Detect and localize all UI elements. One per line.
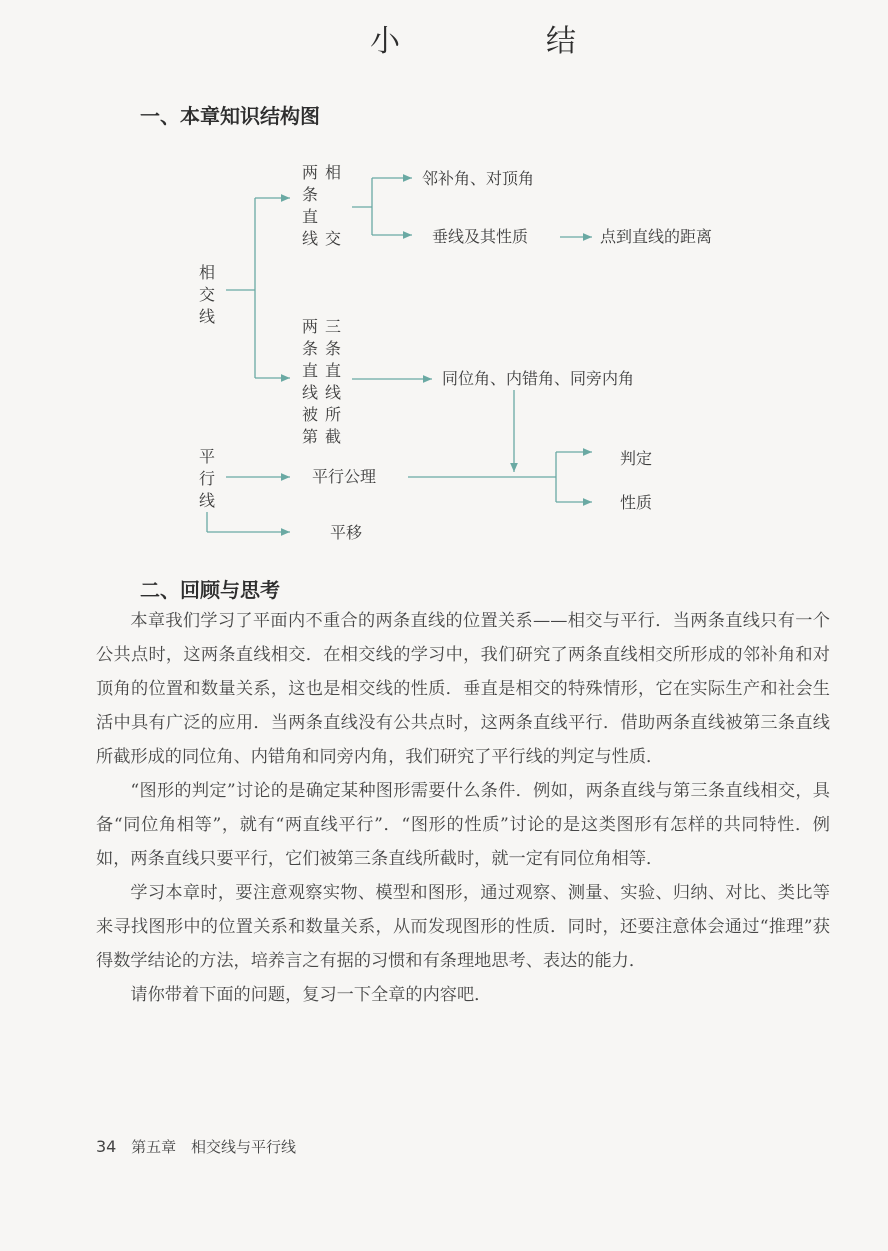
node-parallel-axiom: 平行公理 xyxy=(312,467,377,486)
node-three-lines-col2: 三 条 直 线 所 截 xyxy=(324,317,341,446)
node-two-lines-col1: 两 条 直 线 xyxy=(301,163,318,248)
node-perpendicular: 垂线及其性质 xyxy=(432,227,529,246)
page-number: 34 xyxy=(96,1137,117,1156)
section-heading-review: 二、回顾与思考 xyxy=(140,578,280,602)
paragraph: 本章我们学习了平面内不重合的两条直线的位置关系——相交与平行．当两条直线只有一个公共点时，这两条直线相交．在相交线的学习中，我们研究了两条直线相交所形成的邻补角和对顶角的位置和数量关系，这也是相交线的性质．垂直是相交的特殊情形，它在实际生产和社会生活中具有广泛的应用．当两条直线没有公共点时，这两条直线平行．借助两条直线被第三条直线所截形成的同位角、内错角和同旁内角，我们研究了平行线的判定与性质． xyxy=(96,611,830,767)
node-three-lines-col1: 两 条 直 线 被 第 xyxy=(301,317,318,446)
chapter-label: 第五章 xyxy=(131,1138,177,1156)
paragraph: 学习本章时，要注意观察实物、模型和图形，通过观察、测量、实验、归纳、对比、类比等来寻找图形中的位置关系和数量关系，从而发现图形的性质．同时，还要注意体会通过“推理”获得数学结论的方法，培养言之有据的习惯和有条理地思考、表达的能力． xyxy=(96,883,830,971)
node-property: 性质 xyxy=(620,493,653,512)
node-adjacent-vertical-angles: 邻补角、对顶角 xyxy=(422,169,535,188)
paragraph: 请你带着下面的问题，复习一下全章的内容吧． xyxy=(130,985,492,1005)
paragraph: “图形的判定”讨论的是确定某种图形需要什么条件．例如，两条直线与第三条直线相交，具备“同位角相等”，就有“两直线平行”．“图形的性质”讨论的是这类图形有怎样的共同特性．例如，两条直线只要平行，它们被第三条直线所截时，就一定有同位角相等． xyxy=(96,781,830,869)
page-footer xyxy=(96,1136,306,1157)
section-heading-structure: 一、本章知识结构图 xyxy=(140,104,320,128)
node-judgement: 判定 xyxy=(620,449,653,468)
node-point-line-distance: 点到直线的距离 xyxy=(600,227,713,246)
node-parallel-lines: 平 行 线 xyxy=(198,447,215,510)
node-two-lines-col2: 相 交 xyxy=(324,163,341,248)
diagram-connectors xyxy=(0,0,888,560)
review-text xyxy=(96,604,830,1012)
node-angle-types: 同位角、内错角、同旁内角 xyxy=(442,369,635,388)
page-title: 小 结 xyxy=(370,24,634,59)
knowledge-structure-diagram xyxy=(0,0,888,560)
node-translation: 平移 xyxy=(330,523,363,542)
chapter-title: 相交线与平行线 xyxy=(190,1138,296,1156)
node-intersecting-lines: 相 交 线 xyxy=(198,263,215,326)
